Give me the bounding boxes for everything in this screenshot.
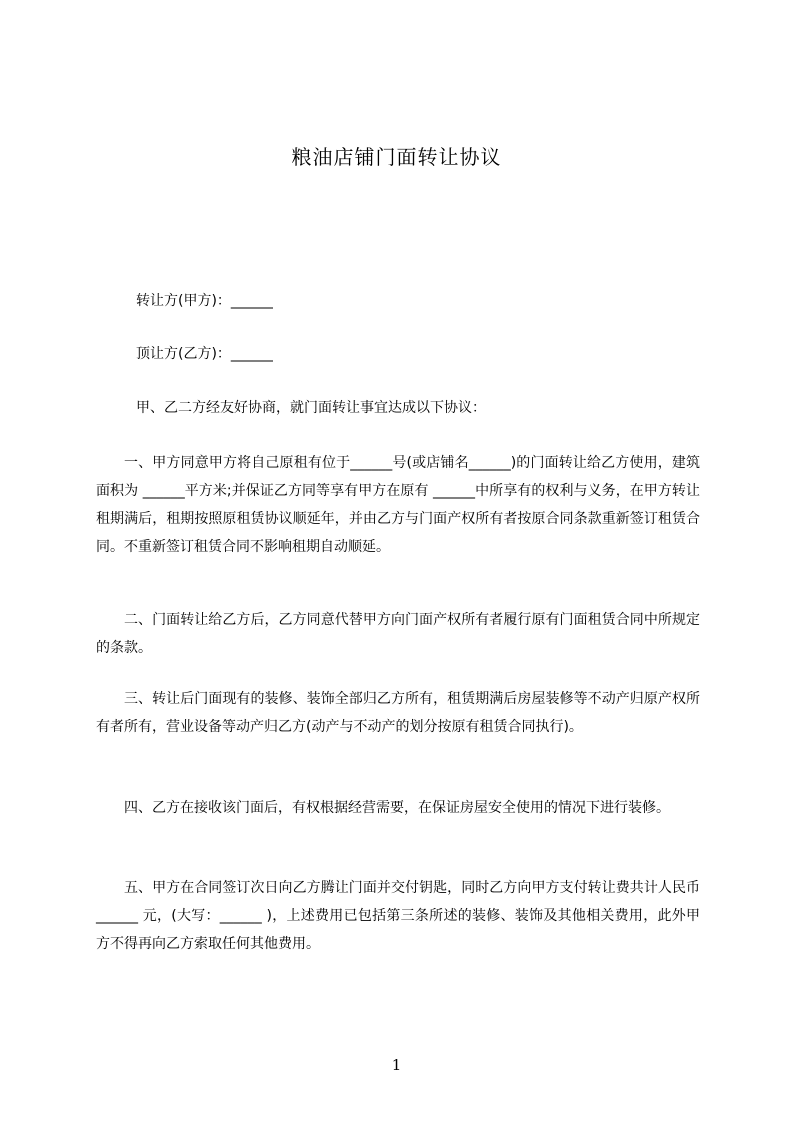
clause-2: 二、门面转让给乙方后，乙方同意代替甲方向门面产权所有者履行原有门面租赁合同中所规定的条款。 xyxy=(96,612,700,656)
document-title: 粮油店铺门面转让协议 xyxy=(291,145,502,169)
intro-paragraph: 甲、乙二方经友好协商，就门面转让事宜达成以下协议： xyxy=(136,400,486,416)
transferor-field: 转让方(甲方)：______ xyxy=(136,293,273,309)
clause-4: 四、乙方在接收该门面后，有权根据经营需要，在保证房屋安全使用的情况下进行装修。 xyxy=(124,800,670,816)
clause-1: 一、甲方同意甲方将自己原租有位于______号(或店铺名______)的门面转让给乙方使用，建筑面积为 ______平方米;并保证乙方同等享有甲方在原有 ______中所享有的权利与义务，在甲方转让租期满后，租期按照原租赁协议顺延年，并由乙方与门面产权所有者按原合同条款重新签订租赁合同。不重新签订租赁合同不影响租期自动顺延。 xyxy=(96,455,700,555)
clause-3: 三、转让后门面现有的装修、装饰全部归乙方所有，租赁期满后房屋装修等不动产归原产权所有者所有，营业设备等动产归乙方(动产与不动产的划分按原有租赁合同执行)。 xyxy=(96,691,700,735)
clause-5: 五、甲方在合同签订次日向乙方腾让门面并交付钥匙，同时乙方向甲方支付转让费共计人民币______ 元，(大写：______ )，上述费用已包括第三条所述的装修、装饰及其他相关费用，此外甲方不得再向乙方索取任何其他费用。 xyxy=(96,880,700,952)
page-number: 1 xyxy=(391,1056,402,1074)
transferee-field: 顶让方(乙方)：______ xyxy=(136,346,273,362)
